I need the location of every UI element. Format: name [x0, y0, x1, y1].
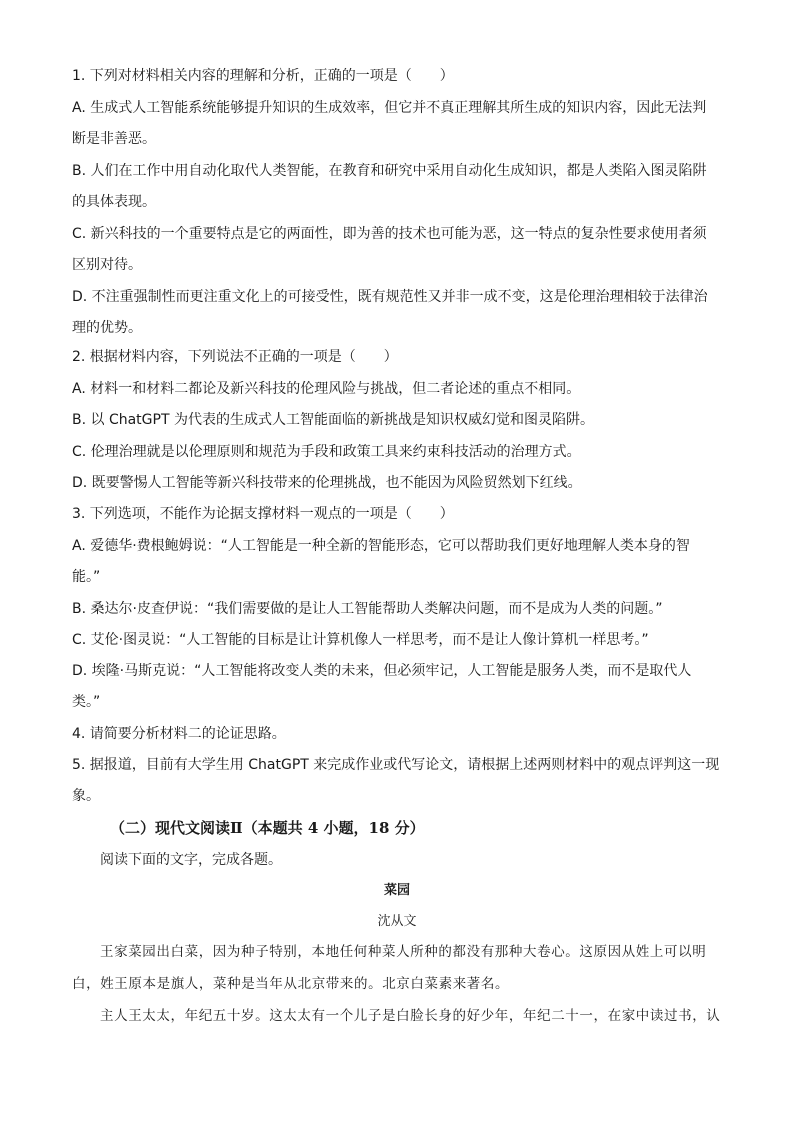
- story-title: 菜园: [383, 883, 410, 898]
- question-1-option-d-cont: 理的优势。: [72, 320, 142, 336]
- question-2-stem: 2. 根据材料内容，下列说法不正确的一项是（ ）: [72, 349, 398, 365]
- section-heading: （二）现代文阅读Ⅱ（本题共 4 小题，18 分）: [110, 819, 425, 837]
- question-1-option-a: A. 生成式人工智能系统能够提升知识的生成效率，但它并不真正理解其所生成的知识内容，因此无法判: [72, 100, 707, 116]
- question-3-option-a-cont: 能。”: [72, 569, 101, 585]
- question-2-option-d: D. 既要警惕人工智能等新兴科技带来的伦理挑战，也不能因为风险贸然划下红线。: [72, 475, 582, 491]
- story-paragraph-2: 主人王太太，年纪五十岁。这太太有一个儿子是白脸长身的好少年，年纪二十一，在家中读过书，认: [100, 1008, 721, 1024]
- question-2-option-b: B. 以 ChatGPT 为代表的生成式人工智能面临的新挑战是知识权威幻觉和图灵陷阱。: [72, 412, 594, 428]
- question-5-stem: 5. 据报道，目前有大学生用 ChatGPT 来完成作业或代写论文，请根据上述两则材料中的观点评判这一现: [72, 757, 720, 773]
- question-3-stem: 3. 下列选项，不能作为论据支撑材料一观点的一项是（ ）: [72, 506, 454, 522]
- question-3-option-a: A. 爱德华·费根鲍姆说：“人工智能是一种全新的智能形态，它可以帮助我们更好地理解人类本身的智: [72, 538, 690, 554]
- question-1-option-b: B. 人们在工作中用自动化取代人类智能，在教育和研究中采用自动化生成知识，都是人类陷入图灵陷阱: [72, 163, 707, 179]
- question-1-option-c-cont: 区别对待。: [72, 257, 142, 273]
- question-3-option-c: C. 艾伦·图灵说：“人工智能的目标是让计算机像人一样思考，而不是让人像计算机一样思考。”: [72, 632, 649, 648]
- question-5-stem-cont: 象。: [72, 788, 100, 804]
- question-3-option-d-cont: 类。”: [72, 694, 101, 710]
- question-1-option-c: C. 新兴科技的一个重要特点是它的两面性，即为善的技术也可能为恶，这一特点的复杂性要求使用者须: [72, 226, 707, 242]
- question-2-option-c: C. 伦理治理就是以伦理原则和规范为手段和政策工具来约束科技活动的治理方式。: [72, 444, 581, 460]
- question-1-stem: 1. 下列对材料相关内容的理解和分析，正确的一项是（ ）: [72, 68, 454, 84]
- question-4-stem: 4. 请简要分析材料二的论证思路。: [72, 726, 286, 742]
- question-1-option-d: D. 不注重强制性而更注重文化上的可接受性，既有规范性又并非一成不变，这是伦理治理相较于法律治: [72, 289, 708, 305]
- question-3-option-d: D. 埃隆·马斯克说：“人工智能将改变人类的未来，但必须牢记，人工智能是服务人类，而不是取代人: [72, 663, 692, 679]
- question-1-option-a-cont: 断是非善恶。: [72, 131, 156, 147]
- question-2-option-a: A. 材料一和材料二都论及新兴科技的伦理风险与挑战，但二者论述的重点不相同。: [72, 381, 581, 397]
- question-1-option-b-cont: 的具体表现。: [72, 194, 156, 210]
- story-paragraph-1: 王家菜园出白菜，因为种子特别，本地任何种菜人所种的都没有那种大卷心。这原因从姓上可以明: [100, 944, 707, 960]
- story-paragraph-1-cont: 白，姓王原本是旗人，菜种是当年从北京带来的。北京白菜素来著名。: [72, 976, 510, 992]
- story-author: 沈从文: [377, 914, 417, 929]
- section-intro: 阅读下面的文字，完成各题。: [100, 852, 282, 868]
- question-3-option-b: B. 桑达尔·皮查伊说：“我们需要做的是让人工智能帮助人类解决问题，而不是成为人类的问题。”: [72, 601, 663, 617]
